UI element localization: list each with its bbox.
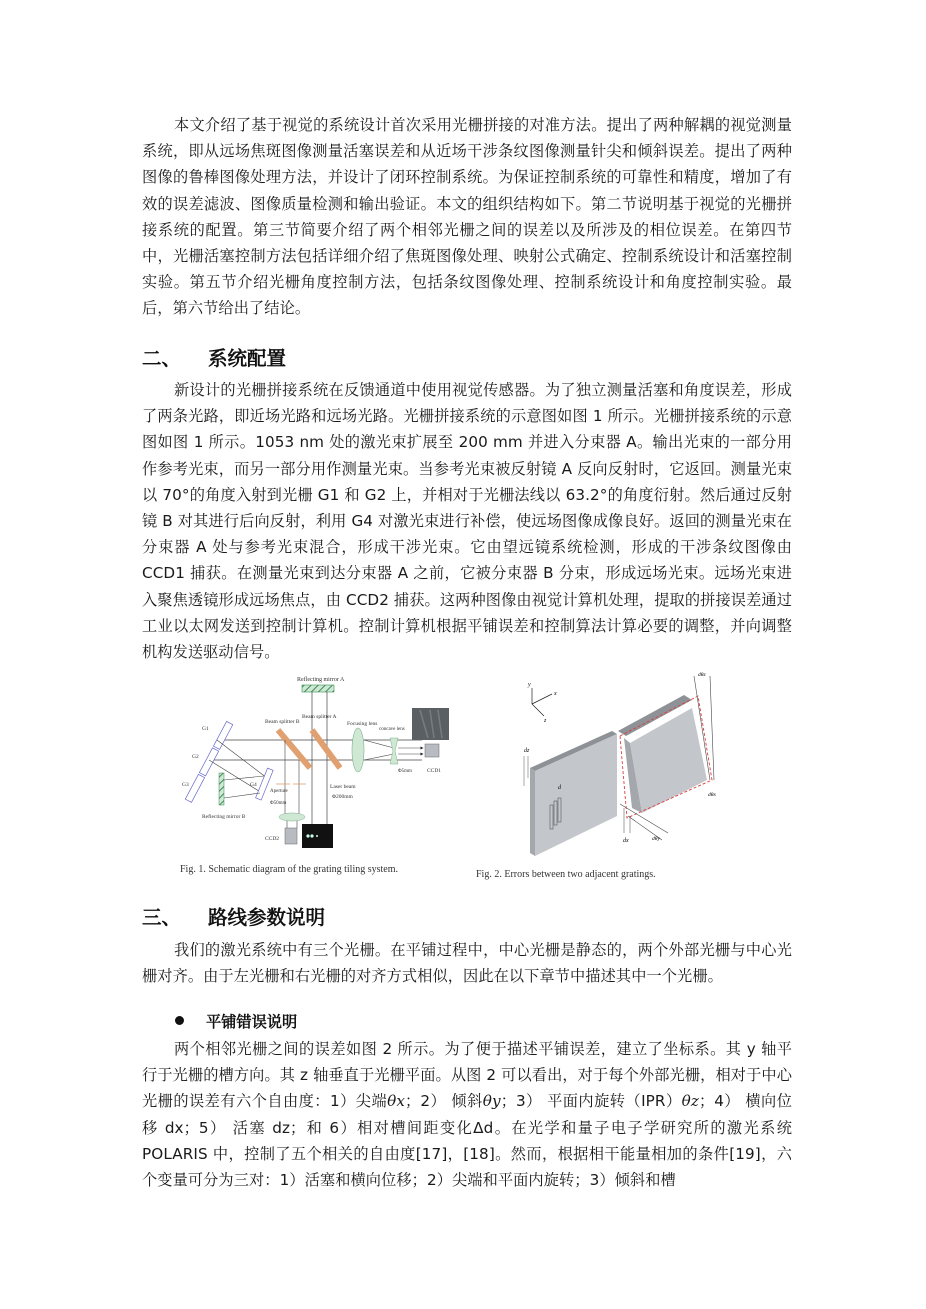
grating-g1 bbox=[213, 721, 232, 749]
label-d: d bbox=[558, 785, 561, 791]
label-laser-beam: Laser beam bbox=[330, 784, 356, 790]
label-dtheta-z: dθz bbox=[698, 672, 706, 678]
section-2-heading bbox=[142, 343, 286, 371]
beam-splitter-a bbox=[312, 730, 340, 768]
math-theta-z: θz bbox=[681, 1092, 699, 1111]
ccd2-lens bbox=[279, 813, 305, 821]
label-phi50: Φ50mm bbox=[270, 801, 287, 806]
label-dtheta-y: dθy bbox=[652, 836, 660, 842]
label-focusing-lens: Focusing lens bbox=[347, 721, 378, 727]
grating-g4 bbox=[256, 768, 274, 800]
section-2-paragraph: 新设计的光栅拼接系统在反馈通道中使用视觉传感器。为了独立测量活塞和角度误差，形成了两条光路，即近场光路和远场光路。光栅拼接系统的示意图如图 1 所示。光栅拼接系统的示意图如图 1 所示。1053 nm 处的激光束扩展至 200 mm 并进入分束器 A。输出光束的一部分用作参考光束，而另一部分用作测量光束。当参考光束被反射镜 A 反向反射时，它返回。测量光束以 70°的角度入射到光栅 G1 和 G2 上，并相对于光栅法线以 63.2°的角度衍射。然后通过反射镜 B 对其进行后向反射，利用 G4 对激光束进行补偿，使远场图像成像良好。返回的测量光束在分束器 A 处与参考光束混合，形成干涉光束。它由望远镜系统检测，形成的干涉条纹图像由 CCD1 捕获。在测量光束到达分束器 A 之前，它被分束器 B 分束，形成远场光束。远场光束进入聚焦透镜形成远场焦点，由 CCD2 捕获。这两种图像由视觉计算机处理，提取的拼接误差通过工业以太网发送到控制计算机。控制计算机根据平铺误差和控制算法计算必要的调整，并向调整机构发送驱动信号。 bbox=[142, 381, 792, 662]
reflecting-mirror-a bbox=[302, 685, 334, 692]
label-dz: dz bbox=[524, 748, 530, 754]
label-g1: G1 bbox=[202, 726, 209, 732]
subsection-bullet bbox=[175, 1011, 297, 1032]
label-beam-splitter-b: Beam splitter B bbox=[265, 719, 300, 725]
label-axis-x: x bbox=[554, 691, 557, 697]
section-3-paragraph: 我们的激光系统中有三个光栅。在平铺过程中，中心光栅是静态的，两个外部光栅与中心光栅对齐。由于左光栅和右光栅的对齐方式相似，因此在以下章节中描述其中一个光栅。 bbox=[142, 941, 792, 986]
figure-1-caption: Fig. 1. Schematic diagram of the grating tiling system. bbox=[180, 864, 399, 875]
label-reflecting-mirror-b: Reflecting mirror B bbox=[202, 814, 246, 820]
label-aperture: Aperture bbox=[270, 789, 288, 794]
text-run: ；4） 横向位移 dx；5） 活塞 dz；和 6）相对槽间距变化Δd。在光学和量子电子学研究所的激光系统 POLARIS 中，控制了五个相关的自由度[17]，[18]。然而，根据相干能量相加的条件[19]，六个变量可分为三对：1）活塞和横向位移；2）尖端和平面内旋转；3）倾斜和槽 bbox=[142, 1092, 792, 1190]
grating-g2 bbox=[199, 748, 218, 776]
figure-2-caption: Fig. 2. Errors between two adjacent gratings. bbox=[476, 869, 656, 880]
coordinate-axes bbox=[532, 688, 552, 716]
section-3-body bbox=[142, 937, 792, 989]
beam-splitter-b bbox=[278, 730, 310, 768]
section-2-body bbox=[142, 377, 792, 665]
intro-paragraph: 本文介绍了基于视觉的系统设计首次采用光栅拼接的对准方法。提出了两种解耦的视觉测量系统，即从远场焦斑图像测量活塞误差和从近场干涉条纹图像测量针尖和倾斜误差。提出了两种图像的鲁棒图像处理方法，并设计了闭环控制系统。为保证控制系统的可靠性和精度，增加了有效的误差滤波、图像质量检测和输出验证。本文的组织结构如下。第二节说明基于视觉的光栅拼接系统的配置。第三节简要介绍了两个相邻光栅之间的误差以及所涉及的相位误差。在第四节中，光栅活塞控制方法包括详细介绍了焦斑图像处理、映射公式确定、控制系统设计和活塞控制实验。第五节介绍光栅角度控制方法，包括条纹图像处理、控制系统设计和角度控制实验。最后，第六节给出了结论。 bbox=[142, 116, 792, 318]
label-g4: G4 bbox=[250, 782, 257, 788]
label-dx: dx bbox=[623, 838, 629, 844]
math-theta-x: θx bbox=[387, 1092, 406, 1111]
section-2-title: 系统配置 bbox=[208, 347, 287, 370]
label-dtheta-x: dθx bbox=[708, 792, 716, 798]
label-phi200: Φ200mm bbox=[332, 794, 353, 800]
figure-1 bbox=[172, 668, 462, 880]
label-ccd2: CCD2 bbox=[265, 836, 280, 842]
ccd1 bbox=[425, 744, 439, 757]
label-axis-y: y bbox=[528, 682, 531, 688]
reflecting-mirror-b bbox=[219, 773, 224, 805]
section-3-number: 三、 bbox=[142, 906, 182, 929]
label-g2: G2 bbox=[192, 754, 199, 760]
label-concave-lens: concave lens bbox=[379, 727, 405, 732]
tiling-error-paragraph bbox=[142, 1036, 792, 1193]
ccd2 bbox=[285, 828, 297, 844]
subsection-title: 平铺错误说明 bbox=[206, 1013, 298, 1031]
figure-2 bbox=[472, 668, 772, 880]
math-theta-y: θy bbox=[482, 1092, 501, 1111]
text-run: ；2） 倾斜 bbox=[405, 1092, 483, 1111]
text-run: ；3） 平面内旋转（IPR） bbox=[500, 1092, 682, 1111]
section-2-number: 二、 bbox=[142, 347, 182, 370]
text-run: 两个相邻光栅之间的误差如图 2 所示。为了便于描述平铺误差，建立了坐标系。其 y 轴平行于光栅的槽方向。其 z 轴垂直于光栅平面。从图 2 可以看出，对于每个外部光栅，相对于中心光栅的误差有六个自由度：1）尖端 bbox=[142, 1040, 792, 1111]
figure-1-diagram bbox=[172, 668, 462, 868]
label-g3: G3 bbox=[182, 782, 189, 788]
label-axis-z: z bbox=[544, 718, 547, 724]
focusing-lens bbox=[352, 728, 364, 772]
label-beam-splitter-a: Beam splitter A bbox=[302, 714, 337, 720]
tiling-error-body bbox=[142, 1036, 792, 1193]
concave-lens bbox=[390, 738, 398, 764]
label-ccd1: CCD1 bbox=[427, 768, 442, 774]
label-reflecting-mirror-a: Reflecting mirror A bbox=[297, 677, 345, 683]
figure-2-diagram bbox=[472, 668, 772, 868]
label-phi5: Φ5mm bbox=[398, 769, 412, 774]
grating-g3 bbox=[185, 774, 204, 802]
section-3-heading bbox=[142, 902, 325, 930]
left-grating-side bbox=[530, 768, 535, 856]
section-3-title: 路线参数说明 bbox=[208, 906, 326, 929]
bullet-icon bbox=[175, 1016, 184, 1025]
intro-section bbox=[142, 112, 792, 322]
